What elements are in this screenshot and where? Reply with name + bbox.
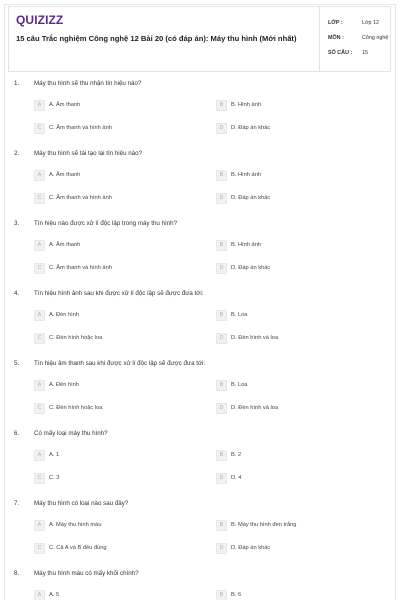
option-b[interactable] bbox=[216, 240, 386, 252]
option-a[interactable] bbox=[34, 240, 204, 252]
option-text: B. 2 bbox=[231, 452, 242, 458]
option-c[interactable] bbox=[34, 263, 204, 275]
option-letter-badge: B bbox=[216, 520, 227, 531]
option-letter-badge: B bbox=[216, 590, 227, 600]
option-letter-badge: D bbox=[216, 123, 227, 134]
option-text: D. Đáp án khác bbox=[231, 265, 271, 271]
option-b[interactable] bbox=[216, 380, 386, 392]
option-letter-badge: C bbox=[34, 403, 45, 414]
question-text: Tín hiệu nào được xử lí độc lập trong máy thu hình? bbox=[34, 220, 178, 227]
option-a[interactable] bbox=[34, 590, 204, 600]
option-text: C. Âm thanh và hình ảnh bbox=[49, 265, 112, 271]
option-d[interactable] bbox=[216, 263, 386, 275]
option-letter-badge: C bbox=[34, 333, 45, 344]
option-letter-badge: A bbox=[34, 590, 45, 600]
question-number: 7. bbox=[14, 500, 20, 507]
option-text: D. Đáp án khác bbox=[231, 195, 271, 201]
option-letter-badge: B bbox=[216, 310, 227, 321]
option-text: C. 3 bbox=[49, 475, 60, 481]
question-number: 2. bbox=[14, 150, 20, 157]
option-text: A. Máy thu hình màu bbox=[49, 522, 102, 528]
option-text: A. 1 bbox=[49, 452, 60, 458]
option-text: B. Hình ảnh bbox=[231, 102, 262, 108]
option-letter-badge: A bbox=[34, 240, 45, 251]
question-number: 5. bbox=[14, 360, 20, 367]
question-7 bbox=[0, 500, 400, 568]
question-text: Có mấy loại máy thu hình? bbox=[34, 430, 108, 437]
option-text: C. Âm thanh và hình ảnh bbox=[49, 125, 112, 131]
option-a[interactable] bbox=[34, 520, 204, 532]
option-letter-badge: C bbox=[34, 193, 45, 204]
option-text: B. Loa bbox=[231, 382, 248, 388]
option-letter-badge: A bbox=[34, 170, 45, 181]
page-title: 15 câu Trắc nghiệm Công nghệ 12 Bài 20 (có đáp án): Máy thu hình (Mới nhất) bbox=[16, 34, 297, 43]
option-a[interactable] bbox=[34, 100, 204, 112]
option-text: B. Máy thu hình đen trắng bbox=[231, 522, 297, 528]
question-8 bbox=[0, 570, 400, 600]
option-letter-badge: A bbox=[34, 450, 45, 461]
option-b[interactable] bbox=[216, 100, 386, 112]
option-c[interactable] bbox=[34, 123, 204, 135]
option-letter-badge: A bbox=[34, 520, 45, 531]
option-letter-badge: D bbox=[216, 193, 227, 204]
question-text: Máy thu hình sẽ thu nhận tín hiệu nào? bbox=[34, 80, 142, 87]
question-2 bbox=[0, 150, 400, 218]
option-c[interactable] bbox=[34, 403, 204, 415]
option-text: D. Đèn hình và loa bbox=[231, 335, 279, 341]
option-text: B. Loa bbox=[231, 312, 248, 318]
option-text: C. Đèn hình hoặc loa bbox=[49, 405, 103, 411]
meta-grade-label: LỚP : bbox=[328, 20, 343, 26]
option-letter-badge: C bbox=[34, 123, 45, 134]
option-letter-badge: A bbox=[34, 380, 45, 391]
option-text: D. Đáp án khác bbox=[231, 545, 271, 551]
option-text: C. Đèn hình hoặc loa bbox=[49, 335, 103, 341]
option-a[interactable] bbox=[34, 170, 204, 182]
option-d[interactable] bbox=[216, 473, 386, 485]
option-letter-badge: B bbox=[216, 100, 227, 111]
option-b[interactable] bbox=[216, 590, 386, 600]
option-c[interactable] bbox=[34, 193, 204, 205]
option-text: A. Âm thanh bbox=[49, 242, 81, 248]
option-letter-badge: B bbox=[216, 170, 227, 181]
option-letter-badge: B bbox=[216, 380, 227, 391]
question-text: Máy thu hình màu có mấy khối chính? bbox=[34, 570, 139, 577]
question-text: Máy thu hình sẽ tái tạo lại tín hiệu nào? bbox=[34, 150, 143, 157]
option-text: B. 6 bbox=[231, 592, 242, 598]
option-text: A. Âm thanh bbox=[49, 172, 81, 178]
option-b[interactable] bbox=[216, 310, 386, 322]
question-number: 8. bbox=[14, 570, 20, 577]
option-letter-badge: A bbox=[34, 100, 45, 111]
option-d[interactable] bbox=[216, 403, 386, 415]
option-a[interactable] bbox=[34, 450, 204, 462]
question-number: 6. bbox=[14, 430, 20, 437]
option-letter-badge: D bbox=[216, 403, 227, 414]
option-letter-badge: C bbox=[34, 263, 45, 274]
option-text: C. Cả A và B đều đúng bbox=[49, 545, 107, 551]
meta-question-count-value: 15 bbox=[362, 50, 368, 56]
option-d[interactable] bbox=[216, 333, 386, 345]
option-letter-badge: A bbox=[34, 310, 45, 321]
question-number: 1. bbox=[14, 80, 20, 87]
option-text: A. Đèn hình bbox=[49, 312, 80, 318]
option-letter-badge: B bbox=[216, 450, 227, 461]
option-b[interactable] bbox=[216, 170, 386, 182]
question-number: 4. bbox=[14, 290, 20, 297]
option-text: D. Đèn hình và loa bbox=[231, 405, 279, 411]
meta-subject-label: MÔN : bbox=[328, 35, 344, 41]
option-text: B. Hình ảnh bbox=[231, 172, 262, 178]
option-letter-badge: C bbox=[34, 473, 45, 484]
option-text: A. 5 bbox=[49, 592, 60, 598]
option-b[interactable] bbox=[216, 450, 386, 462]
question-6 bbox=[0, 430, 400, 498]
question-number: 3. bbox=[14, 220, 20, 227]
option-c[interactable] bbox=[34, 333, 204, 345]
option-a[interactable] bbox=[34, 380, 204, 392]
option-letter-badge: D bbox=[216, 263, 227, 274]
question-text: Tín hiệu âm thanh sau khi được xử lí độc lập sẽ được đưa tới: bbox=[34, 360, 206, 367]
option-letter-badge: D bbox=[216, 333, 227, 344]
option-text: D. Đáp án khác bbox=[231, 125, 271, 131]
question-5 bbox=[0, 360, 400, 428]
option-letter-badge: D bbox=[216, 543, 227, 554]
option-b[interactable] bbox=[216, 520, 386, 532]
option-text: D. 4 bbox=[231, 475, 242, 481]
question-1 bbox=[0, 80, 400, 148]
question-4 bbox=[0, 290, 400, 358]
option-text: B. Hình ảnh bbox=[231, 242, 262, 248]
question-text: Tín hiệu hình ảnh sau khi được xử lí độc lập sẽ được đưa tới: bbox=[34, 290, 204, 297]
option-c[interactable] bbox=[34, 543, 204, 555]
option-text: A. Âm thanh bbox=[49, 102, 81, 108]
quizizz-logo[interactable]: QUIZIZZ bbox=[16, 13, 64, 27]
option-d[interactable] bbox=[216, 123, 386, 135]
meta-grade-value: Lớp 12 bbox=[362, 20, 380, 26]
question-3 bbox=[0, 220, 400, 288]
option-c[interactable] bbox=[34, 473, 204, 485]
option-letter-badge: C bbox=[34, 543, 45, 554]
meta-subject-value: Công nghệ bbox=[362, 35, 389, 41]
option-text: C. Âm thanh và hình ảnh bbox=[49, 195, 112, 201]
option-a[interactable] bbox=[34, 310, 204, 322]
option-d[interactable] bbox=[216, 193, 386, 205]
meta-question-count-label: SỐ CÂU : bbox=[328, 50, 353, 56]
option-text: A. Đèn hình bbox=[49, 382, 80, 388]
question-text: Máy thu hình có loại nào sau đây? bbox=[34, 500, 129, 507]
option-letter-badge: D bbox=[216, 473, 227, 484]
option-letter-badge: B bbox=[216, 240, 227, 251]
option-d[interactable] bbox=[216, 543, 386, 555]
